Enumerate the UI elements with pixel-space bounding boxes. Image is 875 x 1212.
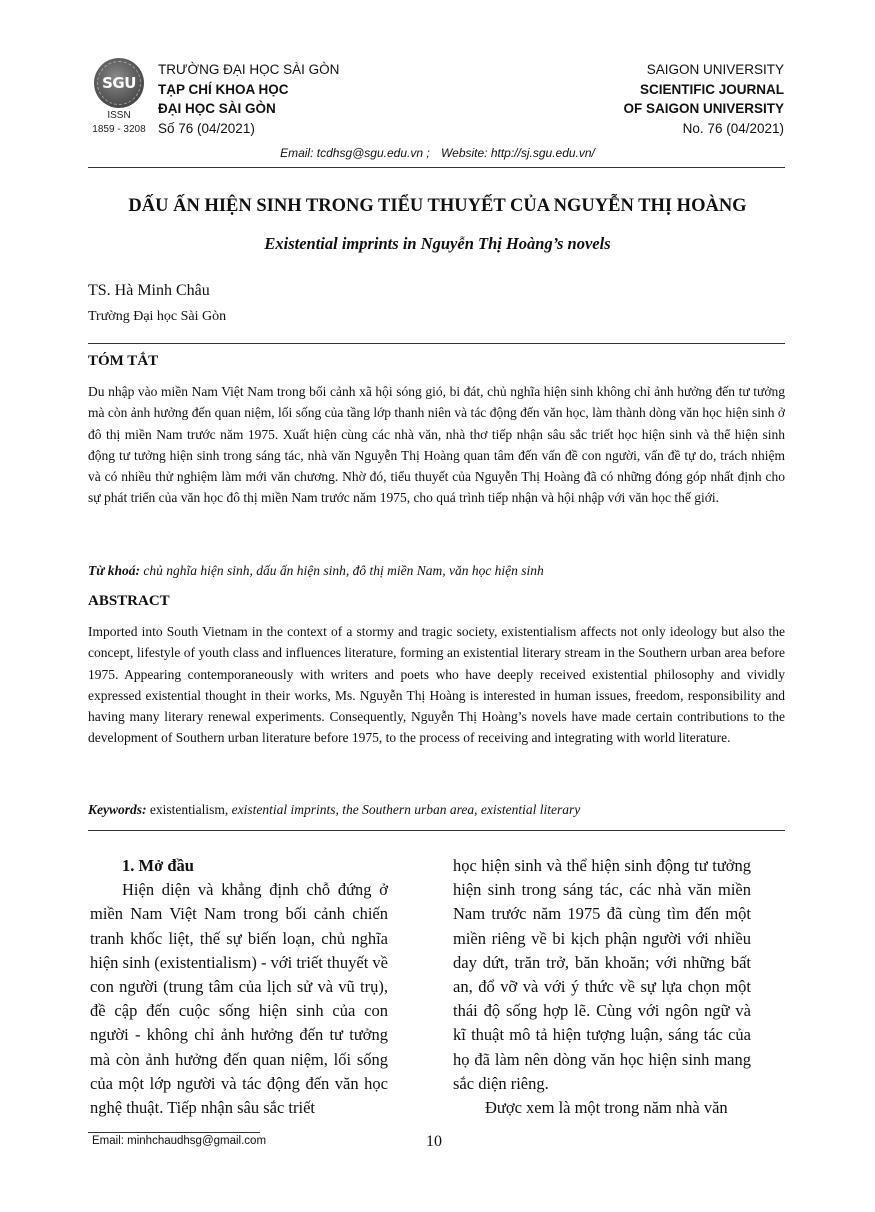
keywords-en [88,802,785,818]
section-heading: 1. Mở đầu [122,856,194,875]
summary-text: Du nhập vào miền Nam Việt Nam trong bối cảnh xã hội sóng gió, bi đát, chủ nghĩa hiện sinh không chỉ ảnh hưởng đến tư tưởng mà còn ảnh hưởng đến quan niệm, lối sống của tầng lớp thanh niên và tác động đến văn học, làm thành dòng văn học hiện sinh ở đô thị miền Nam trước năm 1975. Xuất hiện cùng các nhà văn, nhà thơ tiếp nhận sâu sắc triết học hiện sinh và thể hiện sinh động tư tưởng hiện sinh trong sáng tác, nhà văn Nguyễn Thị Hoàng quan tâm đến vấn đề con người, vấn đề tự do, trách nhiệm và có nhiều thử nghiệm làm mới văn chương. Nhờ đó, tiểu thuyết của Nguyễn Thị Hoàng đã có những đóng góp nhất định cho sự phát triển của văn học đô thị miền Nam trước năm 1975, cho quá trình tiếp nhận và hội nhập với văn học thế giới. [88,384,785,506]
abstract-text: Imported into South Vietnam in the context of a stormy and tragic society, existentialism affects not only ideology but also the concept, lifestyle of youth class and influences literature, forming an existential literary stream in the Southern urban area before 1975. Appearing contemporaneously with writers and poets who have deeply received existential philosophy and vividly expressed existential thought in their works, Ms. Nguyễn Thị Hoàng is interested in human issues, freedom, responsibility and having many literary renewal experiments. Consequently, Nguyễn Thị Hoàng’s novels have made certain contributions to the development of Southern urban literature before 1975, to the process of receiving and integrating with world literature. [88,624,785,746]
journal-website[interactable]: Website: http://sj.sgu.edu.vn/ [441,146,595,160]
author-affiliation: Trường Đại học Sài Gòn [88,309,227,324]
journal-email[interactable]: Email: tcdhsg@sgu.edu.vn ; [280,146,430,160]
journal-name-vi-2: ĐẠI HỌC SÀI GÒN [158,101,276,116]
footnote-rule [88,1132,260,1133]
article-title: DẤU ẤN HIỆN SINH TRONG TIỂU THUYẾT CỦA NGUYỄN THỊ HOÀNG [128,196,747,216]
header-left [158,60,339,138]
journal-logo [88,58,150,136]
university-name-vi: TRƯỜNG ĐẠI HỌC SÀI GÒN [158,62,340,77]
issue-number-vi: Số 76 (04/2021) [158,120,255,136]
body-paragraph-continued: học hiện sinh và thể hiện sinh động tư tưởng hiện sinh trong sáng tác, các nhà văn miền Nam trước năm 1975 đã cùng tìm đến một miền riêng về bi kịch phận người với nhiều day dứt, trăn trở, băn khoăn; với những bất an, đổ vỡ và với ý thức về sự lựa chọn một thái độ sống hợp lẽ. Cùng với ngôn ngữ và kĩ thuật mô tả hiện tượng luận, sáng tác của họ đã làm nên dòng văn học hiện sinh mang sắc diện riêng. [453,856,751,1093]
keywords-en-text: existential imprints, the Southern urban area, existential literary [231,802,581,817]
abstract-heading: ABSTRACT [88,593,170,609]
contact-line [0,146,875,160]
keywords-vi [88,563,785,579]
author-name: TS. Hà Minh Châu [88,282,210,299]
journal-name-en-2: OF SAIGON UNIVERSITY [623,101,784,116]
keywords-en-first: existentialism, [149,802,229,817]
body-paragraph: Được xem là một trong năm nhà văn [485,1098,728,1118]
abstract-divider [88,343,785,344]
keywords-vi-text: chủ nghĩa hiện sinh, dấu ấn hiện sinh, đô thị miền Nam, văn học hiện sinh [143,563,544,578]
body-right-column [453,854,751,1120]
university-name-en: SAIGON UNIVERSITY [646,62,784,77]
summary-heading: TÓM TẮT [88,353,159,369]
issn-label: ISSN [107,110,131,121]
article-subtitle: Existential imprints in Nguyễn Thị Hoàng’s novels [264,234,611,253]
body-divider [88,830,785,831]
issue-number-en: No. 76 (04/2021) [682,120,784,136]
keywords-vi-label: Từ khoá: [88,563,140,578]
journal-name-vi: TẠP CHÍ KHOA HỌC [158,81,289,97]
page-number: 10 [426,1133,442,1150]
header-divider [88,167,785,168]
body-paragraph: Hiện diện và khẳng định chỗ đứng ở miền Nam Việt Nam trong bối cảnh chiến tranh khốc liệt, thế sự biến loạn, chủ nghĩa hiện sinh (existentialism) - với triết thuyết về con người (trung tâm của lịch sử và vũ trụ), đề cập đến cuộc sống hiện sinh của con người - không chỉ ảnh hưởng đến tư tưởng mà còn ảnh hưởng đến quan niệm, lối sống của một lớp người và tác động đến văn học nghệ thuật. Tiếp nhận sâu sắc triết [90,880,388,1118]
issn-number: 1859 - 3208 [92,124,146,135]
journal-name-en: SCIENTIFIC JOURNAL [639,81,784,97]
keywords-en-label: Keywords: [88,802,147,817]
body-left-column [90,854,388,1120]
logo-text: SGU [102,74,136,92]
header-right [623,60,784,138]
sgu-seal-icon [94,58,144,108]
author-email-footnote: Email: minhchaudhsg@gmail.com [92,1135,267,1147]
